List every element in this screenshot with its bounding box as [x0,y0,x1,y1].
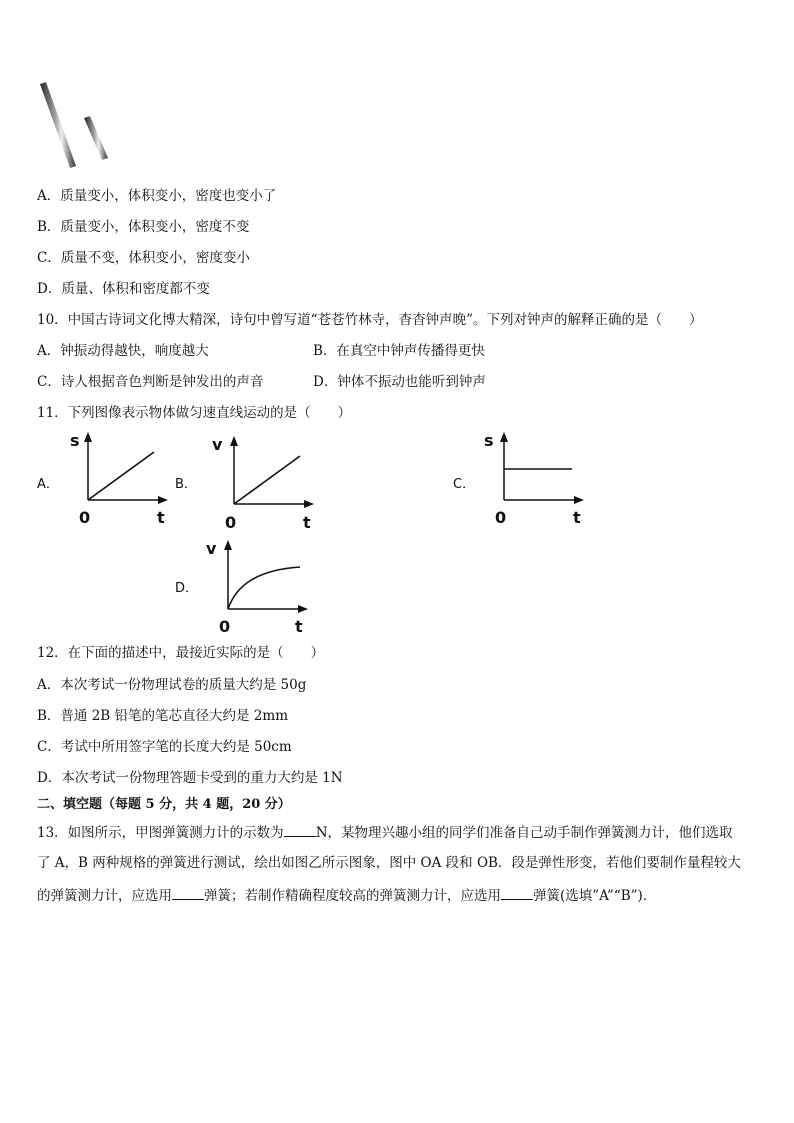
graph-b-origin: 0 [225,513,237,532]
q12-option-c: C．考试中所用签字笔的长度大约是 50cm [37,739,292,755]
q9-option-c: C．质量不变，体积变小，密度变小 [37,250,250,266]
graph-b-line [234,456,300,504]
q9-option-d: D．质量、体积和密度都不变 [37,281,210,297]
q13-line2: 了 A，B 两种规格的弹簧进行测试，绘出如图乙所示图象，图中 OA 段和 OB．段是弹性形变，若他们要制作量程较大 [37,855,741,871]
q13-blank-1[interactable] [284,822,316,837]
graph-d-x-label: t [295,617,303,636]
graph-b-x-label: t [303,513,311,532]
q13-line3-c: 弹簧(选填”A”“B”)． [533,888,657,904]
q13-line1-b: N，某物理兴趣小组的同学们准备自己动手制作弹簧测力计，他们选取 [315,825,733,841]
q9-option-a: A．质量变小，体积变小，密度也变小了 [37,188,277,204]
q11-stem: 11．下列图像表示物体做匀速直线运动的是（ ） [37,405,352,421]
q10-stem: 10．中国古诗词文化博大精深，诗句中曾写道“苍苍竹林寺，杳杳钟声晚”。下列对钟声的解释正确的是（ ） [37,312,703,328]
section2-heading: 二、填空题（每题 5 分，共 4 题，20 分） [37,797,291,812]
q9-option-b: B．质量变小，体积变小，密度不变 [37,219,250,235]
graph-a [60,430,175,532]
graph-a-origin: 0 [79,508,91,527]
graph-a-y-label: s [70,431,80,450]
graph-d-label: D． [175,581,199,596]
q10-option-a: A．钟振动得越快，响度越大 [37,343,209,359]
q13-blank-3[interactable] [501,885,533,900]
q13-line3-a: 的弹簧测力计，应选用 [37,888,172,904]
graph-a-label: A． [37,477,59,492]
q12-option-b: B．普通 2B 铅笔的笔芯直径大约是 2mm [37,708,288,724]
graph-d-origin: 0 [219,617,231,636]
q13-line3-b: 弹簧；若制作精确程度较高的弹簧测力计，应选用 [204,888,501,904]
graph-c-origin: 0 [495,508,507,527]
graph-c-x-label: t [573,508,581,527]
graph-b-label: B． [175,477,197,492]
graph-c-label: C． [453,477,476,492]
graph-b-y-label: v [212,435,223,454]
q10-option-b: B．在真空中钟声传播得更快 [313,343,485,359]
q13-blank-2[interactable] [172,885,204,900]
graph-d [200,536,315,638]
q10-option-c: C．诗人根据音色判断是钟发出的声音 [37,374,264,390]
graph-c [476,430,591,532]
rods-figure [36,80,116,172]
q13-line1-a: 13．如图所示，甲图弹簧测力计的示数为 [37,825,284,841]
graph-b [206,432,321,534]
q12-option-d: D．本次考试一份物理答题卡受到的重力大约是 1N [37,770,343,786]
graph-c-y-label: s [484,431,494,450]
q12-stem: 12．在下面的描述中，最接近实际的是（ ） [37,645,325,661]
q12-option-a: A．本次考试一份物理试卷的质量大约是 50g [37,677,307,693]
short-rod [84,116,108,160]
q13-line3 [37,885,656,905]
graph-a-line [88,452,154,500]
q13-line1 [37,822,733,842]
long-rod [40,82,76,168]
graph-d-y-label: v [206,539,217,558]
graph-a-x-label: t [157,508,165,527]
graph-d-curve [228,567,300,609]
q10-option-d: D．钟体不振动也能听到钟声 [313,374,486,390]
